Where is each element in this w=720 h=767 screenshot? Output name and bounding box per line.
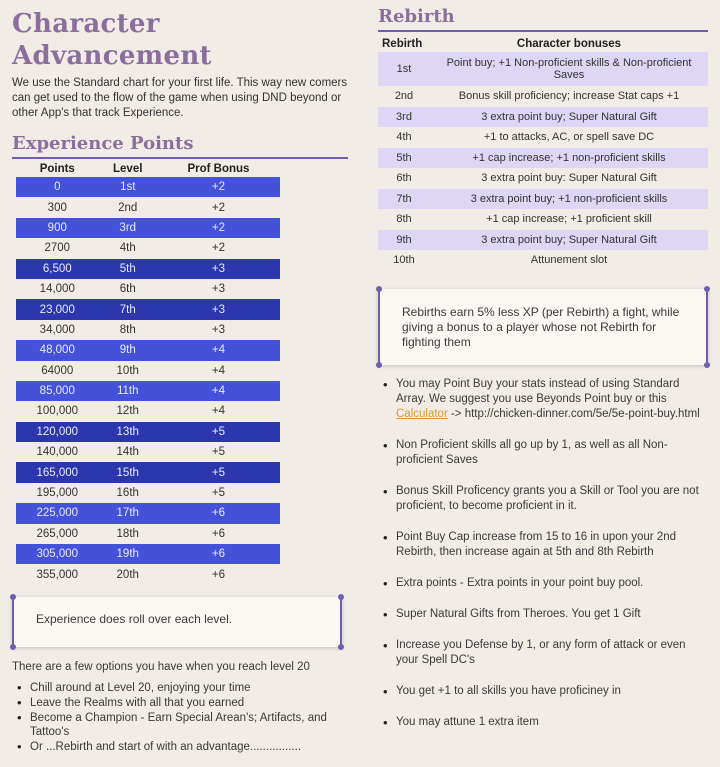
table-cell: 265,000 <box>36 527 79 540</box>
table-cell: +4 <box>211 364 226 377</box>
table-row <box>378 250 708 271</box>
table-cell: +6 <box>157 503 280 523</box>
table-cell: +4 <box>157 340 280 360</box>
table-row <box>16 177 280 197</box>
table-row <box>378 230 708 251</box>
table-cell: 14th <box>116 446 139 459</box>
table-cell: 23,000 <box>16 299 99 319</box>
section-divider <box>12 157 348 159</box>
table-cell: 3rd <box>99 218 157 238</box>
table-cell: 0 <box>16 177 99 197</box>
table-cell: +6 <box>211 568 226 581</box>
table-row <box>16 442 280 462</box>
table-row <box>378 189 708 210</box>
table-row <box>16 381 280 401</box>
table-cell: 7th <box>378 189 430 210</box>
right-column <box>378 6 708 730</box>
table-cell: 2nd <box>118 201 138 214</box>
table-cell: +2 <box>211 201 226 214</box>
table-cell: 305,000 <box>16 544 99 564</box>
table-cell: 3 extra point buy: Super Natural Gift <box>481 172 657 185</box>
table-row <box>378 148 708 169</box>
table-cell: 5th <box>378 148 430 169</box>
page-title: Character Advancement <box>12 9 212 71</box>
left-column <box>12 8 348 755</box>
table-cell: +3 <box>211 323 226 336</box>
table-cell: 3 extra point buy; Super Natural Gift <box>430 230 708 251</box>
table-cell: +4 <box>211 405 226 418</box>
table-row <box>378 127 708 148</box>
table-cell: +4 <box>157 381 280 401</box>
table-cell: 2700 <box>44 242 71 255</box>
table-cell: 10th <box>116 364 139 377</box>
table-row <box>16 259 280 279</box>
list-item <box>378 377 708 422</box>
table-cell: 4th <box>396 131 412 144</box>
table-cell: +5 <box>157 462 280 482</box>
table-cell: 100,000 <box>36 405 79 418</box>
table-cell: 14,000 <box>39 283 75 296</box>
callout-text: Experience does roll over each level. <box>36 611 233 626</box>
table-cell: 16th <box>116 487 139 500</box>
intro-text: We use the Standard chart for your first life. This way new comers can get used to the flow of the game when using DND beyond or other App's that track Experience. <box>12 77 348 119</box>
table-cell: +3 <box>211 283 226 296</box>
table-cell: 355,000 <box>36 568 79 581</box>
list-item: • Chill around at Level 20, enjoying your time <box>12 681 348 695</box>
section-divider <box>378 30 708 32</box>
table-cell: +1 to attacks, AC, or spell save DC <box>483 131 655 144</box>
list-item: • Increase you Defense by 1, or any form of attack or even your Spell DC's <box>378 638 708 668</box>
table-row <box>16 340 280 360</box>
table-cell: 1st <box>378 52 430 86</box>
table-row <box>16 524 280 544</box>
list-item: • Leave the Realms with all that you earned <box>12 696 348 710</box>
table-header-row <box>378 36 708 52</box>
table-row <box>378 52 708 86</box>
table-cell: +1 cap increase; +1 non-proficient skills <box>430 148 708 169</box>
table-cell: +1 cap increase; +1 proficient skill <box>486 213 652 226</box>
table-row <box>16 462 280 482</box>
options-lead: There are a few options you have when you reach level 20 <box>12 660 310 673</box>
table-cell: 64000 <box>41 364 74 377</box>
options-list <box>12 681 348 754</box>
rebirth-heading: Rebirth <box>378 6 455 27</box>
table-cell: 19th <box>99 544 157 564</box>
callout-cap <box>376 362 382 368</box>
table-row <box>378 168 708 189</box>
rebirth-callout <box>378 289 708 365</box>
table-cell: +5 <box>211 487 226 500</box>
table-cell: +3 <box>157 299 280 319</box>
table-row <box>16 238 280 258</box>
table-row <box>16 218 280 238</box>
table-cell: Attunement slot <box>530 254 608 267</box>
rebirth-table <box>378 36 708 271</box>
table-cell: 8th <box>396 213 412 226</box>
column-header: Points <box>39 163 75 175</box>
table-cell: 9th <box>378 230 430 251</box>
callout-cap <box>338 644 344 650</box>
table-row <box>16 422 280 442</box>
table-cell: 12th <box>116 405 139 418</box>
table-cell: 85,000 <box>16 381 99 401</box>
callout-cap <box>338 594 344 600</box>
table-cell: 3 extra point buy; +1 non-proficient skills <box>430 189 708 210</box>
rebirth-notes-list <box>378 377 708 730</box>
table-cell: +6 <box>211 527 226 540</box>
table-row <box>16 483 280 503</box>
table-cell: 225,000 <box>16 503 99 523</box>
table-cell: 4th <box>119 242 136 255</box>
table-cell: 900 <box>16 218 99 238</box>
list-item: • Bonus Skill Proficency grants you a Skill or Tool you are not proficient, to become proficient in it. <box>378 484 708 514</box>
list-item: • Point Buy Cap increase from 15 to 16 in upon your 2nd Rebirth, then increase again at 5th and 8th Rebirth <box>378 530 708 560</box>
column-header: Character bonuses <box>516 38 622 50</box>
table-row <box>16 320 280 340</box>
column-header: Rebirth <box>382 38 423 50</box>
table-cell: 17th <box>99 503 157 523</box>
table-row <box>378 86 708 107</box>
experience-heading: Experience Points <box>12 133 194 154</box>
table-cell: 15th <box>99 462 157 482</box>
table-cell: 2nd <box>394 90 414 103</box>
table-cell: +2 <box>157 177 280 197</box>
table-cell: +3 <box>157 259 280 279</box>
callout-text: Rebirths earn 5% less XP (per Rebirth) a fight, while giving a bonus to a player whose not Rebirth for fighting them <box>402 304 680 349</box>
table-row <box>16 544 280 564</box>
list-item: • Super Natural Gifts from Theroes. You get 1 Gift <box>378 607 708 622</box>
table-cell: 7th <box>99 299 157 319</box>
table-cell: 300 <box>47 201 67 214</box>
table-row <box>16 299 280 319</box>
experience-callout <box>12 597 342 647</box>
table-cell: 18th <box>116 527 139 540</box>
table-cell: 3 extra point buy; Super Natural Gift <box>430 107 708 128</box>
table-cell: 10th <box>393 254 415 267</box>
table-cell: 11th <box>99 381 157 401</box>
table-cell: 165,000 <box>16 462 99 482</box>
table-cell: 20th <box>116 568 139 581</box>
calculator-link[interactable]: Calculator <box>396 407 448 420</box>
table-row <box>16 503 280 523</box>
table-row <box>16 279 280 299</box>
note-text: -> http://chicken-dinner.com/5e/5e-point-buy.html <box>447 407 700 420</box>
list-item: • Become a Champion - Earn Special Arean's; Artifacts, and Tattoo's <box>12 711 348 739</box>
list-item: • You get +1 to all skills you have proficiney in <box>378 684 708 699</box>
table-cell: 120,000 <box>16 422 99 442</box>
experience-table <box>16 161 280 585</box>
list-item: • Non Proficient skills all go up by 1, as well as all Non-proficient Saves <box>378 438 708 468</box>
table-row <box>16 564 280 584</box>
table-cell: 6,500 <box>16 259 99 279</box>
table-cell: 3rd <box>378 107 430 128</box>
table-cell: 140,000 <box>36 446 79 459</box>
table-cell: +6 <box>157 544 280 564</box>
table-cell: 5th <box>99 259 157 279</box>
table-cell: 1st <box>99 177 157 197</box>
table-cell: +2 <box>157 218 280 238</box>
table-header-row <box>16 161 280 177</box>
table-cell: 48,000 <box>16 340 99 360</box>
table-cell: 8th <box>119 323 136 336</box>
callout-cap <box>704 362 710 368</box>
table-row <box>16 401 280 421</box>
table-cell: +5 <box>157 422 280 442</box>
column-header: Prof Bonus <box>187 163 250 175</box>
list-item: • Extra points - Extra points in your point buy pool. <box>378 576 708 591</box>
column-header: Level <box>113 163 143 175</box>
list-item: • Or ...Rebirth and start of with an advantage................ <box>12 740 348 754</box>
table-cell: +2 <box>211 242 226 255</box>
table-cell: Point buy; +1 Non-proficient skills & Non-proficient Saves <box>430 52 708 86</box>
callout-cap <box>10 644 16 650</box>
table-cell: 195,000 <box>36 487 79 500</box>
table-cell: 6th <box>119 283 136 296</box>
table-cell: +5 <box>211 446 226 459</box>
table-cell: Bonus skill proficiency; increase Stat caps +1 <box>458 90 680 103</box>
table-cell: 34,000 <box>39 323 75 336</box>
table-row <box>378 107 708 128</box>
list-item: • You may attune 1 extra item <box>378 715 708 730</box>
table-row <box>16 197 280 217</box>
table-row <box>378 209 708 230</box>
table-cell: 13th <box>99 422 157 442</box>
table-cell: 6th <box>396 172 412 185</box>
table-row <box>16 361 280 381</box>
note-text: You may Point Buy your stats instead of using Standard Array. We suggest you use Beyonds Point buy or this <box>396 377 680 405</box>
callout-cap <box>704 286 710 292</box>
callout-cap <box>376 286 382 292</box>
callout-cap <box>10 594 16 600</box>
table-cell: 9th <box>99 340 157 360</box>
